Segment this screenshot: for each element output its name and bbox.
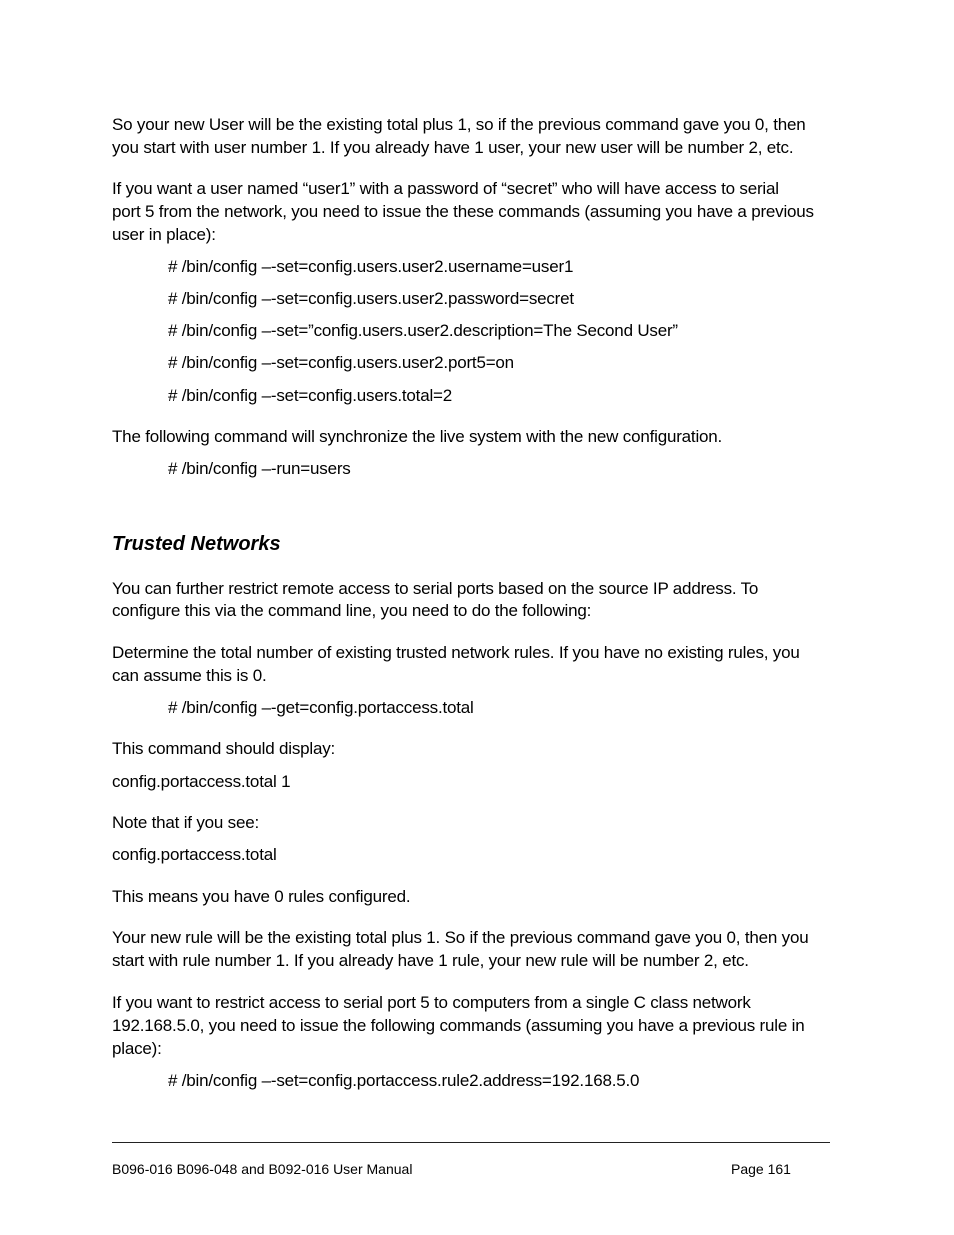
paragraph-line: start with rule number 1. If you already have 1 rule, your new rule will be number 2, etc. <box>112 951 749 970</box>
paragraph-line: So your new User will be the existing total plus 1, so if the previous command gave you 0, then <box>112 115 806 134</box>
paragraph-line: port 5 from the network, you need to issue the these commands (assuming you have a previous <box>112 202 814 221</box>
command-line: # /bin/config –-set=config.users.user2.username=user1 <box>168 257 574 276</box>
paragraph-line: configure this via the command line, you need to do the following: <box>112 601 592 620</box>
paragraph-line: 192.168.5.0, you need to issue the following commands (assuming you have a previous rule in <box>112 1016 805 1035</box>
command-line: # /bin/config –-get=config.portaccess.total <box>168 698 474 717</box>
paragraph-line: you start with user number 1. If you already have 1 user, your new user will be number 2, etc. <box>112 138 794 157</box>
paragraph-line: user in place): <box>112 225 216 244</box>
command-line: # /bin/config –-set=config.users.user2.port5=on <box>168 353 514 372</box>
paragraph-line: Determine the total number of existing trusted network rules. If you have no existing rules, you <box>112 643 800 662</box>
paragraph-line: The following command will synchronize the live system with the new configuration. <box>112 427 723 446</box>
section-heading: Trusted Networks <box>112 533 281 555</box>
output-line: config.portaccess.total <box>112 845 277 864</box>
footer-page-number: Page 161 <box>731 1161 791 1177</box>
paragraph-line: can assume this is 0. <box>112 666 267 685</box>
paragraph-line: If you want to restrict access to serial port 5 to computers from a single C class network <box>112 993 751 1012</box>
paragraph-line: You can further restrict remote access to serial ports based on the source IP address. To <box>112 579 759 598</box>
output-line: config.portaccess.total 1 <box>112 772 291 791</box>
command-line: # /bin/config –-set=”config.users.user2.description=The Second User” <box>168 321 678 340</box>
paragraph-line: If you want a user named “user1” with a password of “secret” who will have access to serial <box>112 179 779 198</box>
paragraph-line: This means you have 0 rules configured. <box>112 887 411 906</box>
paragraph-line: This command should display: <box>112 739 336 758</box>
command-line: # /bin/config –-set=config.users.total=2 <box>168 386 453 405</box>
footer-divider <box>112 1142 830 1143</box>
command-line: # /bin/config –-set=config.portaccess.rule2.address=192.168.5.0 <box>168 1071 640 1090</box>
paragraph-line: place): <box>112 1039 162 1058</box>
paragraph-line: Note that if you see: <box>112 813 259 832</box>
footer-manual-title: B096-016 B096-048 and B092-016 User Manual <box>112 1161 413 1177</box>
command-line: # /bin/config –-run=users <box>168 459 351 478</box>
paragraph-line: Your new rule will be the existing total plus 1. So if the previous command gave you 0, then you <box>112 928 809 947</box>
command-line: # /bin/config –-set=config.users.user2.password=secret <box>168 289 574 308</box>
